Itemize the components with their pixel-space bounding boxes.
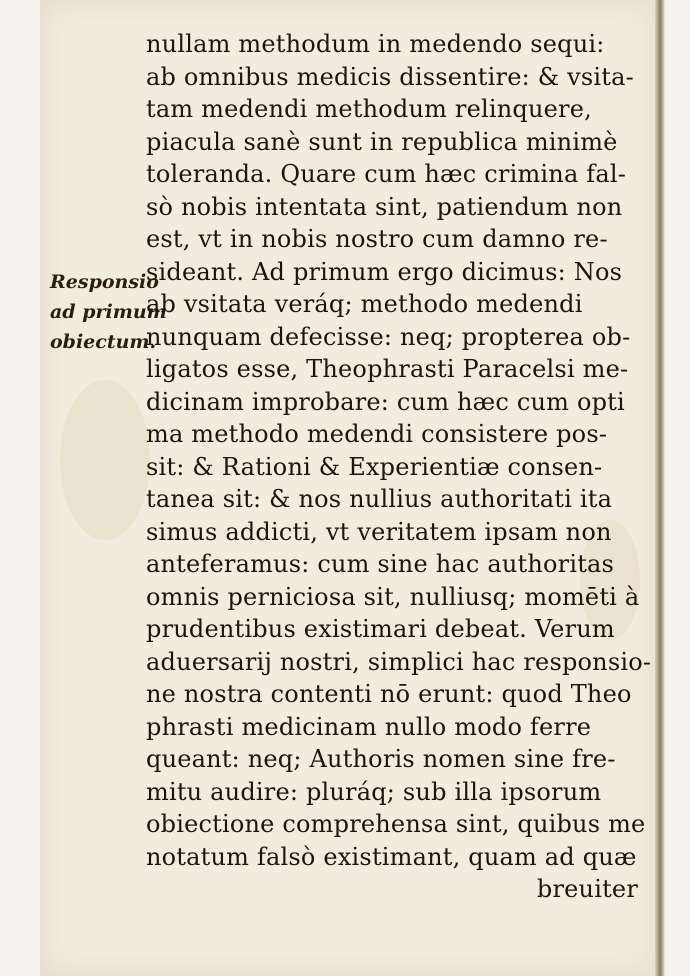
main-text: [146, 28, 652, 906]
text-line: tam medendi methodum relinquere,: [146, 95, 592, 123]
text-line: sit: & Rationi & Experientiæ consen-: [146, 452, 603, 481]
text-line: est, vt in nobis nostro cum damno re-: [146, 225, 608, 253]
text-line: aduersarij nostri, simplici hac responsio-: [146, 647, 652, 676]
text-line: toleranda. Quare cum hæc crimina fal-: [146, 160, 627, 188]
text-line: ne nostra contenti nō erunt: quod Theo: [146, 680, 632, 708]
text-line: ligatos esse, Theophrasti Paracelsi me-: [146, 355, 629, 383]
page-edge: [655, 0, 665, 976]
text-line: sideant. Ad primum ergo dicimus: Nos: [146, 257, 623, 286]
text-line: ab vsitata veráq; methodo medendi: [146, 290, 583, 318]
text-line: piacula sanè sunt in republica minimè: [146, 127, 618, 156]
text-line: prudentibus existimari debeat. Verum: [146, 615, 615, 643]
text-line: phrasti medicinam nullo modo ferre: [146, 712, 592, 741]
marginal-note-line: obiectum.: [50, 331, 157, 353]
text-line: ma methodo medendi consistere pos-: [146, 420, 608, 448]
marginal-note-line: Responsio: [50, 271, 159, 293]
text-line: anteferamus: cum sine hac authoritas: [146, 550, 615, 578]
marginal-note-line: ad primum: [50, 301, 167, 323]
text-line: nullam methodum in medendo sequi:: [146, 30, 605, 58]
text-line: tanea sit: & nos nullius authoritati ita: [146, 485, 613, 513]
text-line: queant: neq; Authoris nomen sine fre-: [146, 745, 616, 773]
paper-stain: [60, 380, 150, 540]
text-line: simus addicti, vt veritatem ipsam non: [146, 517, 612, 546]
catchword: breuiter: [536, 875, 638, 903]
text-line: nunquam defecisse: neq; propterea ob-: [146, 322, 631, 351]
text-line: sò nobis intentata sint, patiendum non: [146, 192, 623, 221]
text-line: obiectione comprehensa sint, quibus me: [146, 810, 646, 838]
text-line: dicinam improbare: cum hæc cum opti: [146, 387, 625, 416]
text-line: omnis perniciosa sit, nulliusq; momēti à: [146, 582, 640, 611]
marginal-note: [50, 267, 167, 357]
text-line: mitu audire: pluráq; sub illa ipsorum: [146, 777, 602, 806]
text-line: notatum falsò existimant, quam ad quæ: [146, 842, 637, 871]
text-line: ab omnibus medicis dissentire: & vsita-: [146, 62, 634, 91]
